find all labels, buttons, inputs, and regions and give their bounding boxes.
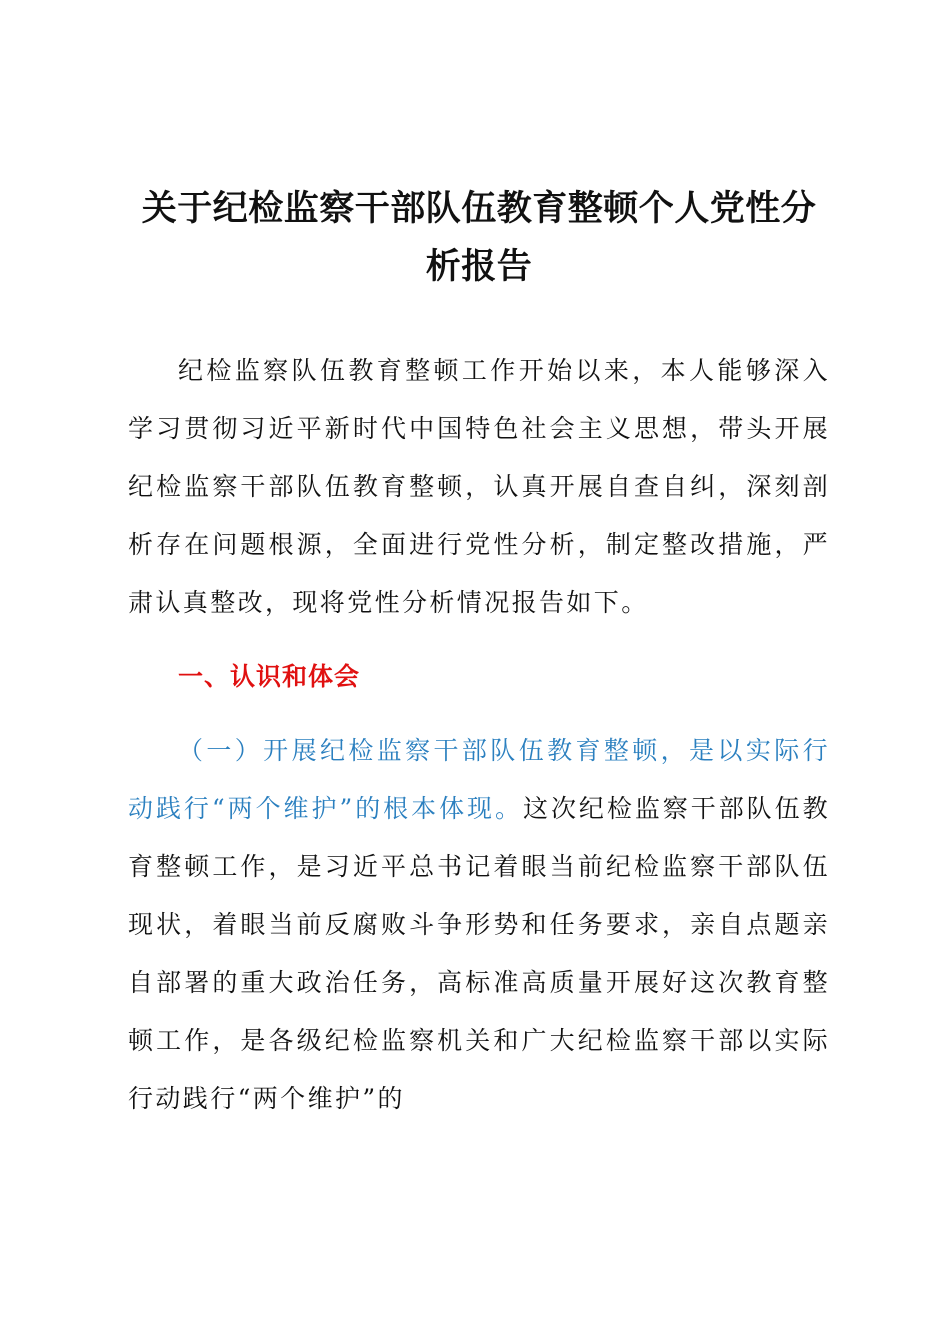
- intro-paragraph: 纪检监察队伍教育整顿工作开始以来，本人能够深入学习贯彻习近平新时代中国特色社会主义思想，带头开展纪检监察干部队伍教育整顿，认真开展自查自纠，深刻剖析存在问题根源，全面进行党性分析，制定整改措施，严肃认真整改，现将党性分析情况报告如下。: [128, 356, 830, 617]
- document-page: [128, 180, 830, 1128]
- subsection-body-1: 这次纪检监察干部队伍教育整顿工作，是习近平总书记着眼当前纪检监察干部队伍现状，着眼当前反腐败斗争形势和任务要求，亲自点题亲自部署的重大政治任务，高标准高质量开展好这次教育整顿工作，是各级纪检监察机关和广大纪检监察干部以实际行动践行“两个维护”的: [128, 794, 830, 1113]
- subsection-paragraph-1: [128, 722, 830, 1128]
- subsection-heading-1: （一）开展纪检监察干部队伍教育整顿，是以实际行动践行“两个维护”的根本体现。: [128, 736, 830, 823]
- document-title: 关于纪检监察干部队伍教育整顿个人党性分析报告: [141, 189, 817, 287]
- section-heading-1: 一、认识和体会: [178, 662, 361, 691]
